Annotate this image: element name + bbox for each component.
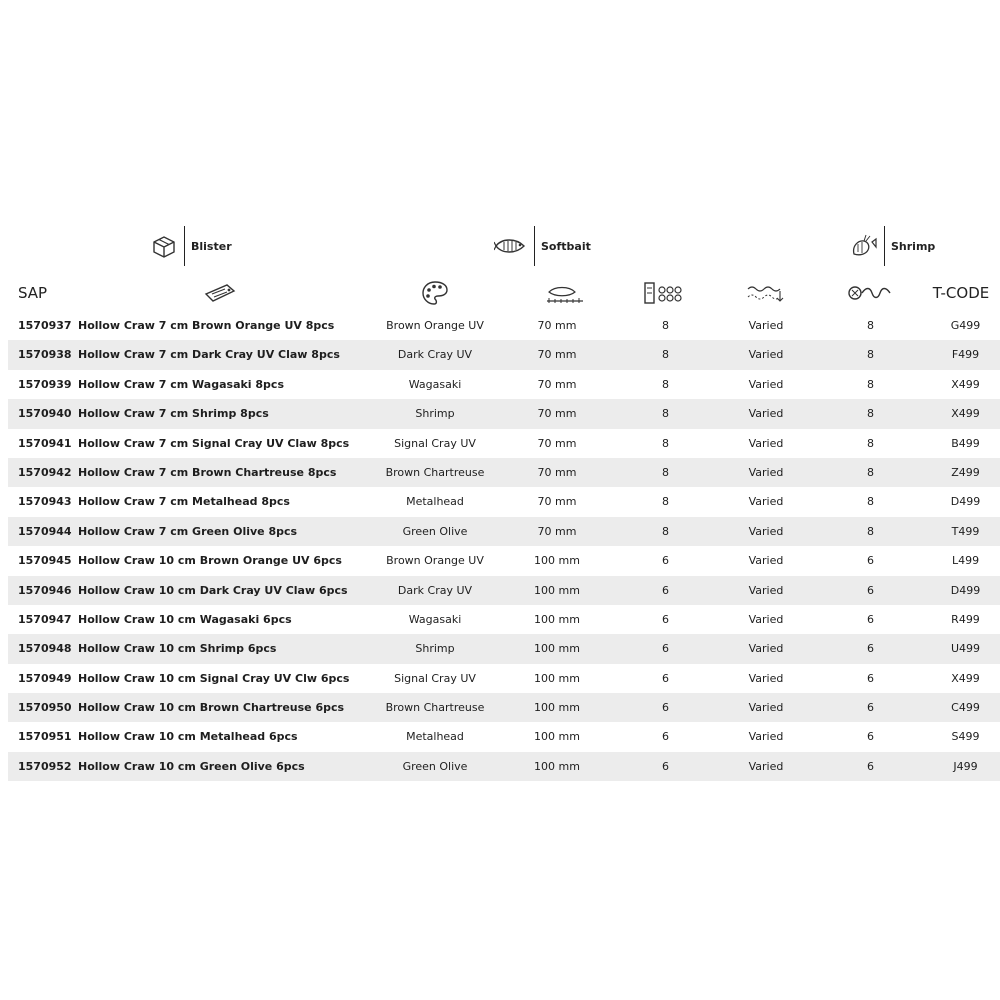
legend-separator	[184, 226, 185, 266]
quantity-cell: 6	[662, 671, 669, 685]
color-cell: Dark Cray UV	[397, 583, 473, 597]
color-cell: Metalhead	[406, 730, 464, 744]
swim-cell: 8	[867, 319, 874, 332]
size-cell: 70 mm	[537, 319, 577, 332]
depth-cell: Varied	[748, 554, 784, 568]
soft-fish-icon	[494, 235, 528, 257]
table-row	[8, 693, 1000, 722]
size-cell: 100 mm	[534, 583, 580, 597]
quantity-cell: 8	[662, 319, 669, 332]
product-name-cell: Hollow Craw 7 cm Brown Chartreuse 8pcs	[78, 465, 337, 479]
size-cell: 70 mm	[537, 465, 577, 479]
size-cell: 70 mm	[537, 524, 577, 538]
sap-cell: 1570939	[18, 377, 72, 391]
color-cell: Dark Cray UV	[397, 348, 473, 362]
tcode-cell: U499	[950, 642, 981, 656]
table-row	[8, 487, 1000, 516]
sap-cell: 1570942	[18, 465, 72, 479]
swim-cell: 6	[867, 701, 874, 715]
swim-cell: 6	[867, 583, 874, 597]
color-palette-icon	[405, 277, 465, 309]
tcode-cell: X499	[951, 671, 980, 685]
quantity-cell: 8	[662, 348, 669, 362]
tcode-cell: S499	[951, 730, 980, 744]
size-cell: 70 mm	[537, 436, 577, 450]
table-row	[8, 429, 1000, 458]
table-row	[8, 752, 1000, 781]
depth-cell: Varied	[748, 701, 784, 715]
sap-cell: 1570943	[18, 495, 72, 509]
swim-cell: 6	[867, 554, 874, 568]
size-cell: 100 mm	[534, 554, 580, 568]
depth-cell: Varied	[748, 583, 784, 597]
table-row	[8, 634, 1000, 663]
size-cell: 70 mm	[537, 495, 577, 509]
product-name-cell: Hollow Craw 10 cm Brown Chartreuse 6pcs	[78, 701, 345, 715]
box-icon	[150, 233, 178, 259]
product-name-cell: Hollow Craw 7 cm Brown Orange UV 8pcs	[78, 319, 335, 332]
product-name-cell: Hollow Craw 10 cm Shrimp 6pcs	[78, 642, 277, 656]
swim-cell: 6	[867, 759, 874, 773]
table-row	[8, 546, 1000, 575]
color-cell: Brown Orange UV	[386, 319, 484, 332]
quantity-cell: 6	[662, 642, 669, 656]
legend-blister-label: Blister	[191, 239, 232, 253]
table-row	[8, 399, 1000, 428]
sap-cell: 1570941	[18, 436, 72, 450]
tcode-cell: D499	[950, 495, 981, 509]
size-cell: 100 mm	[534, 759, 580, 773]
sap-cell: 1570940	[18, 407, 72, 421]
size-cell: 100 mm	[534, 701, 580, 715]
table-row	[8, 517, 1000, 546]
depth-cell: Varied	[748, 465, 784, 479]
size-cell: 70 mm	[537, 377, 577, 391]
table-row	[8, 576, 1000, 605]
swim-cell: 8	[867, 377, 874, 391]
sap-cell: 1570938	[18, 348, 72, 362]
sap-cell: 1570945	[18, 554, 72, 568]
depth-cell: Varied	[748, 348, 784, 362]
tcode-cell: R499	[951, 612, 980, 626]
tcode-cell: D499	[950, 583, 981, 597]
depth-cell: Varied	[748, 642, 784, 656]
shrimp-icon	[848, 232, 878, 260]
product-name-cell: Hollow Craw 10 cm Dark Cray UV Claw 6pcs	[78, 583, 348, 597]
tcode-cell: B499	[951, 436, 980, 450]
legend-blister	[150, 226, 232, 266]
size-cell: 100 mm	[534, 612, 580, 626]
header-tcode: T-CODE	[932, 284, 990, 302]
sap-cell: 1570946	[18, 583, 72, 597]
table-row	[8, 370, 1000, 399]
color-cell: Signal Cray UV	[394, 436, 476, 450]
color-cell: Signal Cray UV	[394, 671, 476, 685]
tcode-cell: X499	[951, 407, 980, 421]
quantity-cell: 6	[662, 583, 669, 597]
sap-cell: 1570952	[18, 759, 72, 773]
tcode-cell: F499	[951, 348, 980, 362]
swim-cell: 8	[867, 348, 874, 362]
sap-cell: 1570947	[18, 612, 72, 626]
tcode-cell: Z499	[951, 465, 980, 479]
swim-action-icon	[835, 277, 905, 309]
quantity-cell: 6	[662, 554, 669, 568]
table-row	[8, 311, 1000, 340]
color-cell: Brown Orange UV	[386, 554, 484, 568]
quantity-cell: 8	[662, 407, 669, 421]
tcode-cell: X499	[951, 377, 980, 391]
quantity-cell: 8	[662, 495, 669, 509]
tcode-cell: L499	[951, 554, 980, 568]
quantity-cell: 6	[662, 612, 669, 626]
swim-cell: 6	[867, 642, 874, 656]
sap-cell: 1570949	[18, 671, 72, 685]
swim-cell: 6	[867, 671, 874, 685]
product-name-cell: Hollow Craw 10 cm Wagasaki 6pcs	[78, 612, 292, 626]
table-row	[8, 458, 1000, 487]
legend-shrimp	[848, 226, 935, 266]
depth-cell: Varied	[748, 730, 784, 744]
depth-cell: Varied	[748, 495, 784, 509]
size-cell: 70 mm	[537, 407, 577, 421]
sap-cell: 1570950	[18, 701, 72, 715]
tag-icon	[190, 277, 250, 309]
length-ruler-icon	[535, 277, 595, 309]
legend-separator	[534, 226, 535, 266]
depth-cell: Varied	[748, 612, 784, 626]
color-cell: Wagasaki	[408, 612, 462, 626]
product-name-cell: Hollow Craw 10 cm Brown Orange UV 6pcs	[78, 554, 342, 568]
product-name-cell: Hollow Craw 7 cm Wagasaki 8pcs	[78, 377, 285, 391]
table-row	[8, 664, 1000, 693]
sap-cell: 1570951	[18, 730, 72, 744]
color-cell: Shrimp	[415, 642, 455, 656]
color-cell: Green Olive	[402, 524, 468, 538]
table-row	[8, 722, 1000, 751]
swim-cell: 8	[867, 465, 874, 479]
size-cell: 100 mm	[534, 730, 580, 744]
product-name-cell: Hollow Craw 7 cm Metalhead 8pcs	[78, 495, 290, 509]
swim-cell: 6	[867, 730, 874, 744]
product-name-cell: Hollow Craw 7 cm Signal Cray UV Claw 8pcs	[78, 436, 350, 450]
color-cell: Wagasaki	[408, 377, 462, 391]
water-depth-icon	[735, 277, 795, 309]
pieces-count-icon	[635, 277, 695, 309]
product-name-cell: Hollow Craw 10 cm Metalhead 6pcs	[78, 730, 298, 744]
sap-cell: 1570948	[18, 642, 72, 656]
tcode-cell: J499	[953, 759, 978, 773]
tcode-cell: G499	[950, 319, 981, 332]
size-cell: 70 mm	[537, 348, 577, 362]
table-row	[8, 340, 1000, 369]
color-cell: Brown Chartreuse	[385, 465, 485, 479]
swim-cell: 6	[867, 612, 874, 626]
legend-softbait	[494, 226, 591, 266]
legend-shrimp-label: Shrimp	[891, 239, 936, 253]
tcode-cell: C499	[951, 701, 980, 715]
depth-cell: Varied	[748, 407, 784, 421]
quantity-cell: 8	[662, 465, 669, 479]
swim-cell: 8	[867, 495, 874, 509]
header-sap: SAP	[18, 284, 48, 302]
product-name-cell: Hollow Craw 10 cm Signal Cray UV Clw 6pcs	[78, 671, 350, 685]
product-name-cell: Hollow Craw 10 cm Green Olive 6pcs	[78, 759, 305, 773]
table-row	[8, 605, 1000, 634]
tcode-cell: T499	[951, 524, 980, 538]
quantity-cell: 6	[662, 701, 669, 715]
quantity-cell: 8	[662, 377, 669, 391]
swim-cell: 8	[867, 407, 874, 421]
depth-cell: Varied	[748, 524, 784, 538]
quantity-cell: 8	[662, 524, 669, 538]
swim-cell: 8	[867, 524, 874, 538]
color-cell: Green Olive	[402, 759, 468, 773]
quantity-cell: 6	[662, 759, 669, 773]
depth-cell: Varied	[748, 436, 784, 450]
sap-cell: 1570944	[18, 524, 72, 538]
color-cell: Brown Chartreuse	[385, 701, 485, 715]
swim-cell: 8	[867, 436, 874, 450]
product-name-cell: Hollow Craw 7 cm Dark Cray UV Claw 8pcs	[78, 348, 340, 362]
color-cell: Shrimp	[415, 407, 455, 421]
size-cell: 100 mm	[534, 642, 580, 656]
depth-cell: Varied	[748, 759, 784, 773]
size-cell: 100 mm	[534, 671, 580, 685]
quantity-cell: 6	[662, 730, 669, 744]
legend-separator	[884, 226, 885, 266]
product-name-cell: Hollow Craw 7 cm Green Olive 8pcs	[78, 524, 298, 538]
depth-cell: Varied	[748, 671, 784, 685]
table-header	[0, 277, 1000, 309]
depth-cell: Varied	[748, 377, 784, 391]
product-table	[8, 311, 1000, 781]
product-name-cell: Hollow Craw 7 cm Shrimp 8pcs	[78, 407, 269, 421]
quantity-cell: 8	[662, 436, 669, 450]
sap-cell: 1570937	[18, 319, 72, 332]
depth-cell: Varied	[748, 319, 784, 332]
color-cell: Metalhead	[406, 495, 464, 509]
legend-softbait-label: Softbait	[541, 239, 591, 253]
